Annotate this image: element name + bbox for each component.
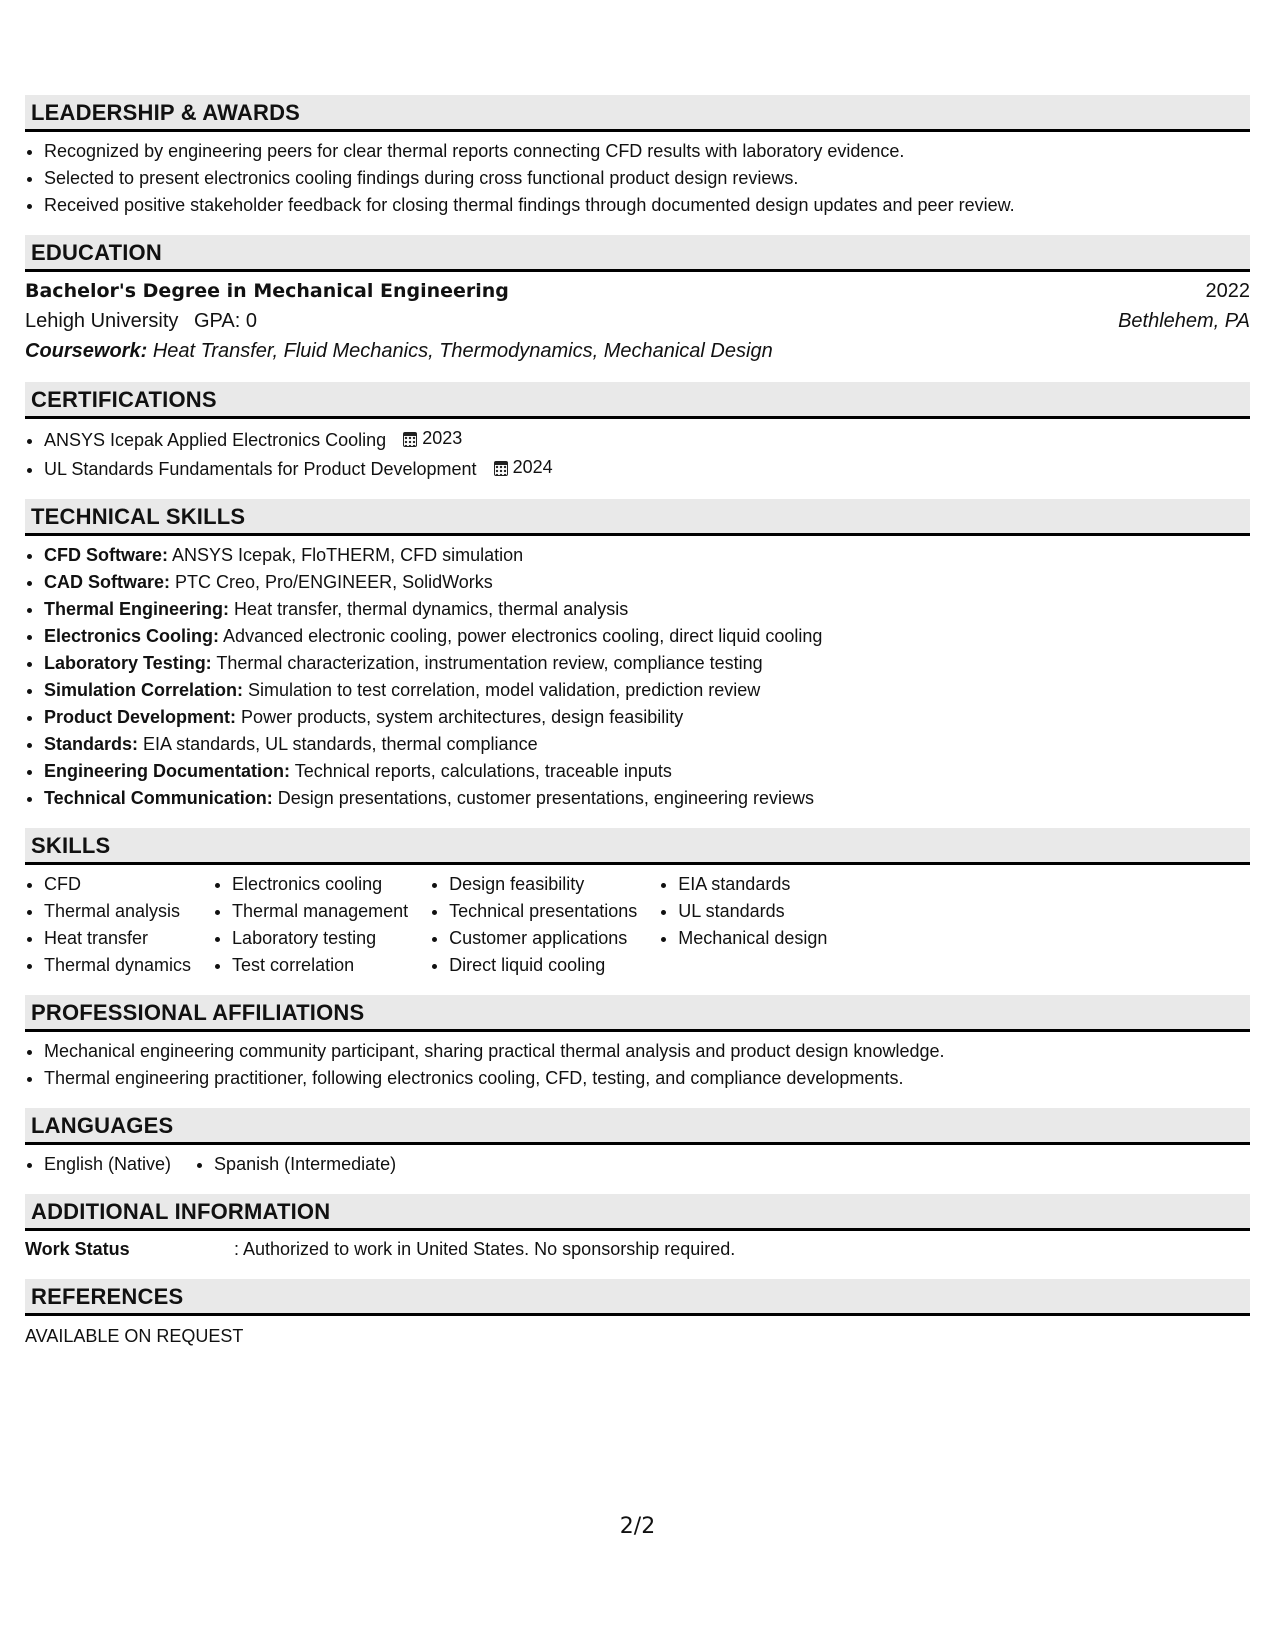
list-item: • Received positive stakeholder feedback for closing thermal findings through documented design updates and peer review. [44,192,1250,219]
section-technical-skills [25,499,1250,812]
list-item [44,623,1250,650]
skill-category: Engineering Documentation: [44,761,291,781]
section-education [25,235,1250,366]
technical-skills-list [25,542,1250,812]
list-item [44,569,1250,596]
certification-year: 2023 [422,428,463,448]
language-item: • Spanish (Intermediate) [214,1151,396,1178]
skill-category: Technical Communication: [44,788,273,808]
skill-values: Simulation to test correlation, model validation, prediction review [248,680,761,700]
certifications-list [25,425,1250,483]
skill-values: Thermal characterization, instrumentation review, compliance testing [216,653,763,673]
page-number: 2/2 [619,1514,656,1539]
skills-column [430,871,637,979]
skills-column [25,871,191,979]
certification-name: ANSYS Icepak Applied Electronics Cooling [44,430,387,450]
list-item [44,650,1250,677]
skill-values: Technical reports, calculations, traceable inputs [294,761,672,781]
section-title: EDUCATION [25,235,1250,272]
section-title: SKILLS [25,828,1250,865]
section-leadership [25,95,1250,219]
skill-item: • Customer applications [449,925,637,952]
calendar-icon [403,432,417,447]
list-item: • Recognized by engineering peers for clear thermal reports connecting CFD results with laboratory evidence. [44,138,1250,165]
skill-values: ANSYS Icepak, FloTHERM, CFD simulation [172,545,524,565]
list-item [44,454,1250,483]
certification-year: 2024 [512,457,553,477]
skill-item: • Thermal dynamics [44,952,191,979]
list-item [44,425,1250,454]
skill-values: Heat transfer, thermal dynamics, thermal analysis [234,599,629,619]
section-affiliations [25,995,1250,1092]
skill-values: Advanced electronic cooling, power electronics cooling, direct liquid cooling [223,626,823,646]
section-title: ADDITIONAL INFORMATION [25,1194,1250,1231]
section-additional-information [25,1194,1250,1263]
coursework-label: Coursework: [25,340,148,362]
skill-item: • EIA standards [678,871,827,898]
graduation-year: 2022 [1205,280,1250,302]
section-certifications [25,382,1250,483]
skills-column [659,871,827,979]
skill-category: Product Development: [44,707,237,727]
section-references [25,1279,1250,1350]
section-title: LANGUAGES [25,1108,1250,1145]
gpa: GPA: 0 [193,310,257,332]
skill-category: Laboratory Testing: [44,653,212,673]
skill-category: CFD Software: [44,545,169,565]
list-item [44,785,1250,812]
resume-page [25,95,1250,1366]
calendar-icon [494,461,508,476]
section-title: CERTIFICATIONS [25,382,1250,419]
certification-name: UL Standards Fundamentals for Product Development [44,459,477,479]
language-item: • English (Native) [44,1151,171,1178]
work-status-value: : Authorized to work in United States. No sponsorship required. [234,1239,736,1259]
skill-values: EIA standards, UL standards, thermal compliance [143,734,538,754]
skill-category: Electronics Cooling: [44,626,220,646]
skill-item: • Design feasibility [449,871,637,898]
skill-item: • Thermal analysis [44,898,191,925]
skill-category: Simulation Correlation: [44,680,244,700]
skills-grid [25,871,1250,979]
coursework: Heat Transfer, Fluid Mechanics, Thermodynamics, Mechanical Design [152,340,773,362]
section-title: PROFESSIONAL AFFILIATIONS [25,995,1250,1032]
list-item: • Thermal engineering practitioner, following electronics cooling, CFD, testing, and compliance developments. [44,1065,1250,1092]
work-status-label: Work Status [25,1239,130,1259]
skill-item: • Heat transfer [44,925,191,952]
list-item [44,731,1250,758]
skill-item: • Technical presentations [449,898,637,925]
leadership-list [25,138,1250,219]
section-title: LEADERSHIP & AWARDS [25,95,1250,132]
list-item: • Mechanical engineering community participant, sharing practical thermal analysis and product design knowledge. [44,1038,1250,1065]
languages-list [195,1151,396,1178]
section-title: REFERENCES [25,1279,1250,1316]
list-item [44,542,1250,569]
section-languages [25,1108,1250,1178]
skill-category: Standards: [44,734,139,754]
list-item: • Selected to present electronics cooling findings during cross functional product design reviews. [44,165,1250,192]
list-item [44,758,1250,785]
skill-values: Design presentations, customer presentations, engineering reviews [277,788,815,808]
degree: Bachelor's Degree in Mechanical Engineering [25,280,509,302]
affiliations-list [25,1038,1250,1092]
skill-item: • Test correlation [232,952,408,979]
school-location: Bethlehem, PA [1118,310,1250,332]
references-text: AVAILABLE ON REQUEST [25,1326,244,1346]
section-title: TECHNICAL SKILLS [25,499,1250,536]
languages-list [25,1151,171,1178]
skill-item: • CFD [44,871,191,898]
skill-item: • UL standards [678,898,827,925]
section-skills [25,828,1250,979]
school-name: Lehigh University [25,310,179,332]
list-item [44,677,1250,704]
skill-item: • Laboratory testing [232,925,408,952]
skill-values: Power products, system architectures, design feasibility [241,707,684,727]
skill-item: • Thermal management [232,898,408,925]
skill-item: • Direct liquid cooling [449,952,637,979]
skill-item: • Mechanical design [678,925,827,952]
list-item [44,596,1250,623]
skill-category: Thermal Engineering: [44,599,230,619]
skill-item: • Electronics cooling [232,871,408,898]
skills-column [213,871,408,979]
skill-values: PTC Creo, Pro/ENGINEER, SolidWorks [175,572,493,592]
list-item [44,704,1250,731]
skill-category: CAD Software: [44,572,171,592]
